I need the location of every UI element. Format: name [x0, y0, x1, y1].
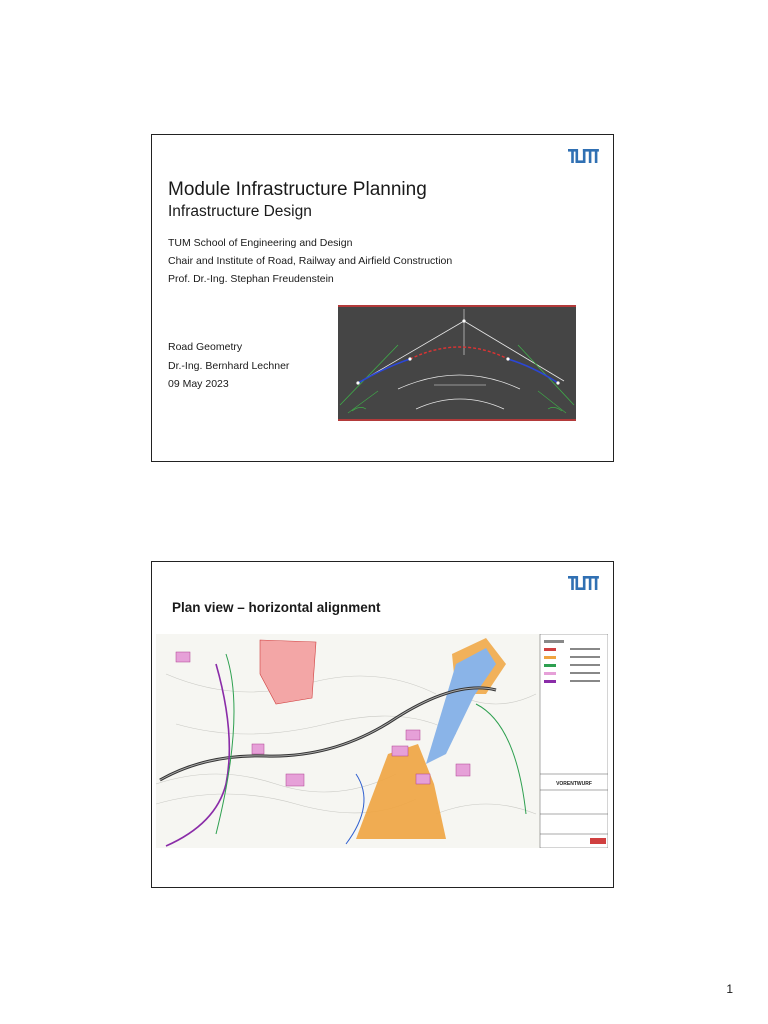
page-number: 1	[726, 982, 733, 996]
school-name: TUM School of Engineering and Design	[168, 237, 353, 249]
slide-title: Plan view – horizontal alignment	[172, 600, 381, 615]
presentation-subtitle: Infrastructure Design	[168, 203, 312, 220]
lecture-topic: Road Geometry	[168, 341, 243, 353]
lecturer-name: Dr.-Ing. Bernhard Lechner	[168, 360, 290, 372]
title-slide	[151, 134, 614, 462]
tum-logo	[568, 576, 599, 592]
drawing-stamp: VORENTWURF	[556, 781, 592, 787]
plan-view-drawing	[156, 634, 608, 848]
lecture-date: 09 May 2023	[168, 378, 229, 390]
plan-view-slide	[151, 561, 614, 888]
chair-name: Chair and Institute of Road, Railway and Airfield Construction	[168, 255, 453, 267]
presentation-title: Module Infrastructure Planning	[168, 179, 427, 200]
road-geometry-figure	[338, 305, 576, 421]
professor-name: Prof. Dr.-Ing. Stephan Freudenstein	[168, 273, 334, 285]
tum-logo	[568, 149, 599, 165]
